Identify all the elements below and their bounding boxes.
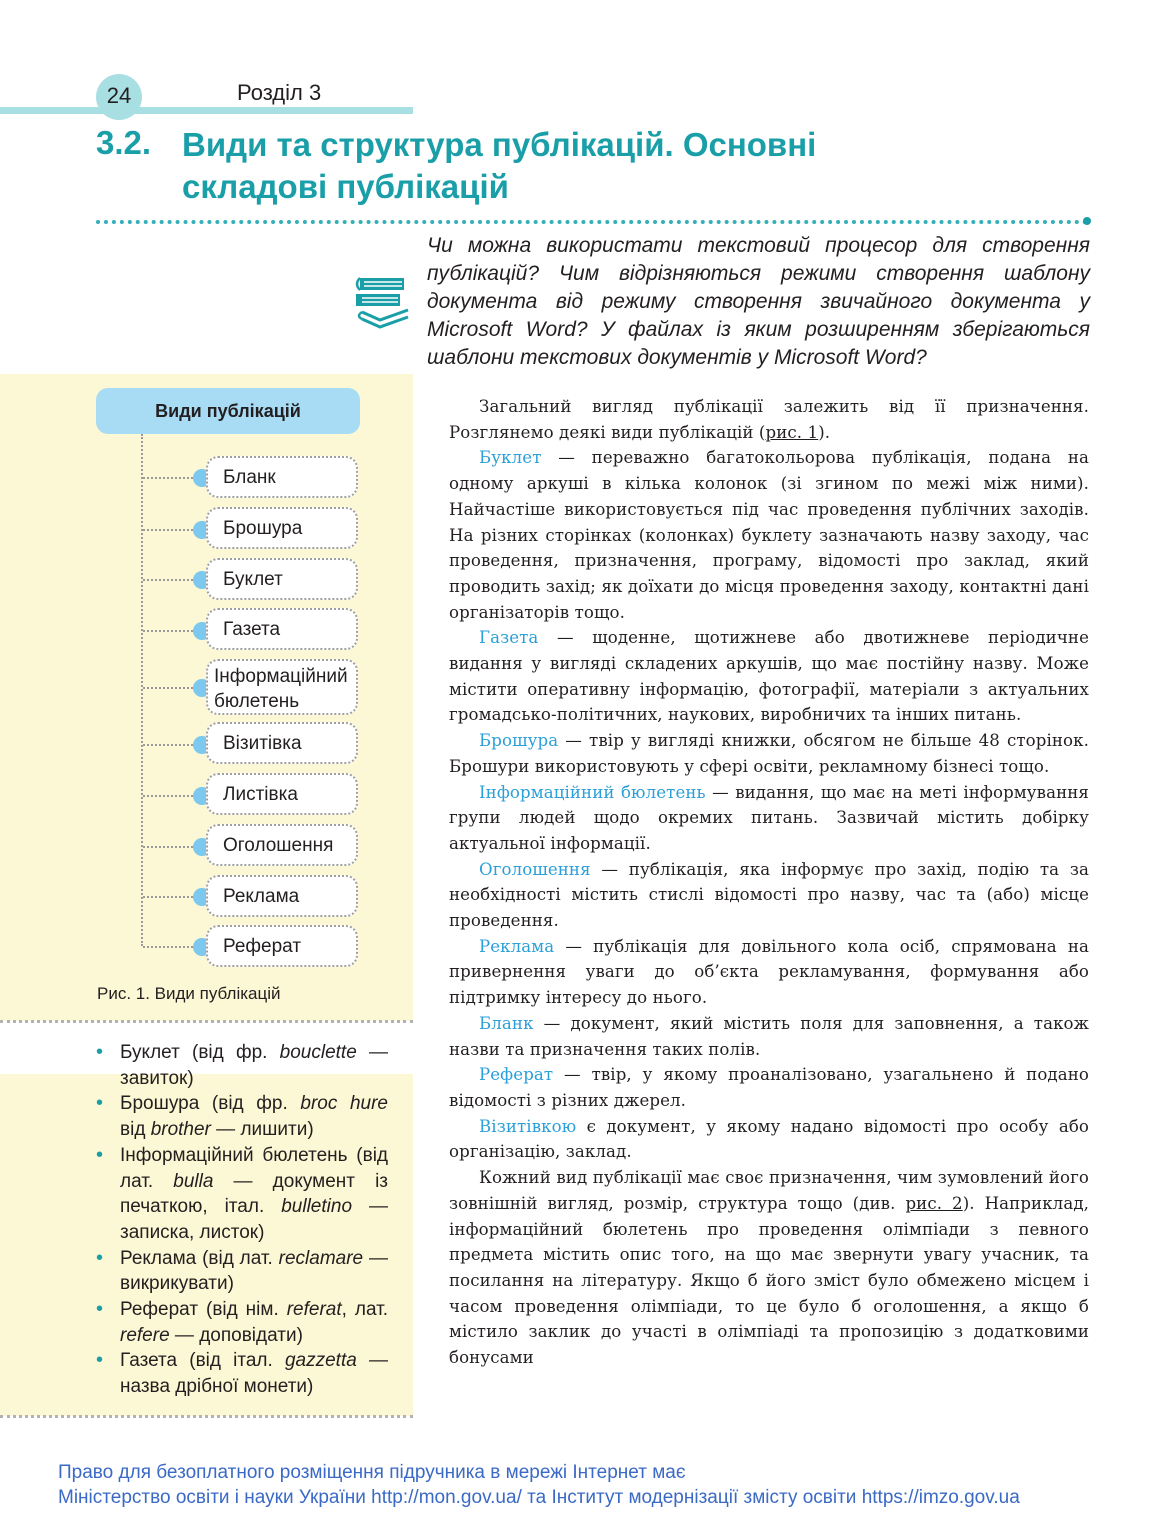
diagram-item: Газета	[206, 608, 358, 650]
diagram-item: Оголошення	[206, 824, 358, 866]
term: Реклама	[479, 936, 555, 956]
diagram-trunk	[141, 434, 143, 946]
definition-paragraph: Буклет — переважно багатокольорова публікація, подана на одному аркуші в кілька колонок (зі згином по межі між ними). Найчастіше використовується під час проведення публічних заходів. На різних сторінках (колонках) буклету зазначають назву заходу, час проведення, призначення, програму, відомості про заклад, який проводить захід; як доїхати до місця проведення заходу, контактні дані організаторів тощо.	[449, 448, 1089, 622]
header-bar	[0, 107, 413, 114]
definition-paragraph: Брошура — твір у вигляді книжки, обсягом не більше 48 сторінок. Брошури використовують у сфері освіти, рекламному бізнесі тощо.	[449, 731, 1089, 776]
term: Реферат	[479, 1065, 554, 1085]
title-number: 3.2.	[96, 124, 152, 161]
term: Брошура	[479, 731, 559, 751]
panel-bottom-divider	[0, 1415, 413, 1418]
body-text	[449, 394, 1089, 1371]
definition-paragraph: Візитівкою є документ, у якому надано відомості про особу або організацію, заклад.	[449, 1116, 1089, 1162]
definition-paragraph: Реклама — публікація для довільного кола осіб, спрямована на привернення уваги до об’єкта рекламування, формування або підтримку інтересу до нього.	[449, 936, 1089, 1008]
figure-caption: Рис. 1. Види публікацій	[97, 984, 281, 1003]
diagram-item: Візитівка	[206, 722, 358, 764]
etymology-item: • Реферат (від нім. referat, лат. refere — доповідати)	[96, 1297, 388, 1348]
term: Візитівкою	[479, 1116, 577, 1136]
term: Бланк	[479, 1013, 534, 1033]
diagram-title: Види публікацій	[96, 388, 360, 434]
section-label: Розділ 3	[237, 80, 322, 105]
footer-line: Право для безоплатного розміщення підручника в мережі Інтернет має	[58, 1462, 686, 1483]
term: Газета	[479, 628, 539, 648]
footer	[58, 1460, 1118, 1510]
diagram-item: Листівка	[206, 773, 358, 815]
figure-ref-link[interactable]: рис. 2	[905, 1193, 963, 1213]
term: Буклет	[479, 448, 542, 468]
definition-paragraph: Інформаційний бюлетень — видання, що має на меті інформування групи людей щодо окремих питань. Зазвичай містить добірку актуальної інформації.	[449, 782, 1089, 853]
etymology-item: • Брошура (від фр. broc hure від brother — лишити)	[96, 1091, 388, 1142]
title-divider	[96, 220, 1088, 224]
panel-divider	[0, 1020, 413, 1023]
etymology-item: • Буклет (від фр. bouclette — завиток)	[96, 1040, 388, 1091]
term: Оголошення	[479, 859, 591, 879]
intro-question: Чи можна використати текстовий процесор для створення публікацій? Чим відрізняються режими створення шаблону документа від режиму створення звичайного документа у Microsoft Word? У файлах із яким розширенням зберігаються шаблони текстових документів у Microsoft Word?	[427, 234, 1090, 369]
definition-paragraph: Газета — щоденне, щотижневе або двотижневе періодичне видання у вигляді складених аркушів, що має постійну назву. Може містити оперативну інформацію, фотографії, матеріали з актуальних громадсько-політичних, наукових, виробничих та інших питань.	[449, 628, 1089, 725]
page-number: 24	[96, 74, 142, 120]
etymology-list	[96, 1040, 388, 1400]
diagram-item: Буклет	[206, 558, 358, 600]
diagram-item: Реклама	[206, 875, 358, 917]
diagram-item: Брошура	[206, 507, 358, 549]
definition-paragraph: Бланк — документ, який містить поля для заповнення, а також назви та призначення таких полів.	[449, 1013, 1089, 1059]
etymology-item: • Інформаційний бюлетень (від лат. bulla — документ із печаткою, італ. bulletino — записка, листок)	[96, 1143, 388, 1246]
term: Інформаційний бюлетень	[479, 782, 706, 802]
footer-line: Міністерство освіти і науки України http://mon.gov.ua/ та Інститут модернізації змісту освіти https://imzo.gov.ua	[58, 1487, 1020, 1508]
definition-paragraph: Оголошення — публікація, яка інформує про захід, подію та за необхідності містить стислі відомості про назву, час та (або) місце проведення.	[449, 859, 1089, 931]
body-paragraph: Загальний вигляд публікації залежить від її призначення. Розглянемо деякі види публікацій (рис. 1).	[449, 397, 1089, 442]
etymology-item: • Реклама (від лат. reclamare — викрикувати)	[96, 1246, 388, 1297]
diagram-item: Інформаційний бюлетень	[206, 659, 358, 715]
page-title: Види та структура публікацій. Основні складові публікацій	[182, 126, 817, 205]
figure-ref-link[interactable]: рис. 1	[765, 422, 819, 442]
etymology-item: • Газета (від італ. gazzetta — назва дрібної монети)	[96, 1348, 388, 1399]
diagram-item: Реферат	[206, 925, 358, 967]
books-icon	[352, 272, 418, 334]
definition-paragraph: Реферат — твір, у якому проаналізовано, узагальнено й подано відомості з різних джерел.	[449, 1065, 1089, 1110]
divider-end-dot	[1083, 217, 1091, 225]
diagram-item: Бланк	[206, 456, 358, 498]
body-paragraph: Кожний вид публікації має своє призначення, чим зумовлений його зовнішній вигляд, розмір, структура тощо (див. рис. 2). Наприклад, інформаційний бюлетень про проведення олімпіади з певного предмета містить опис того, на що має звернути увагу учасник, та посилання на літературу. Якщо б його зміст було обмежено місцем і часом проведення олімпіади, то це було б оголошення, а якщо б містило заклик до участі в олімпіаді та пропозицію з додатковими бонусами	[449, 1168, 1090, 1368]
